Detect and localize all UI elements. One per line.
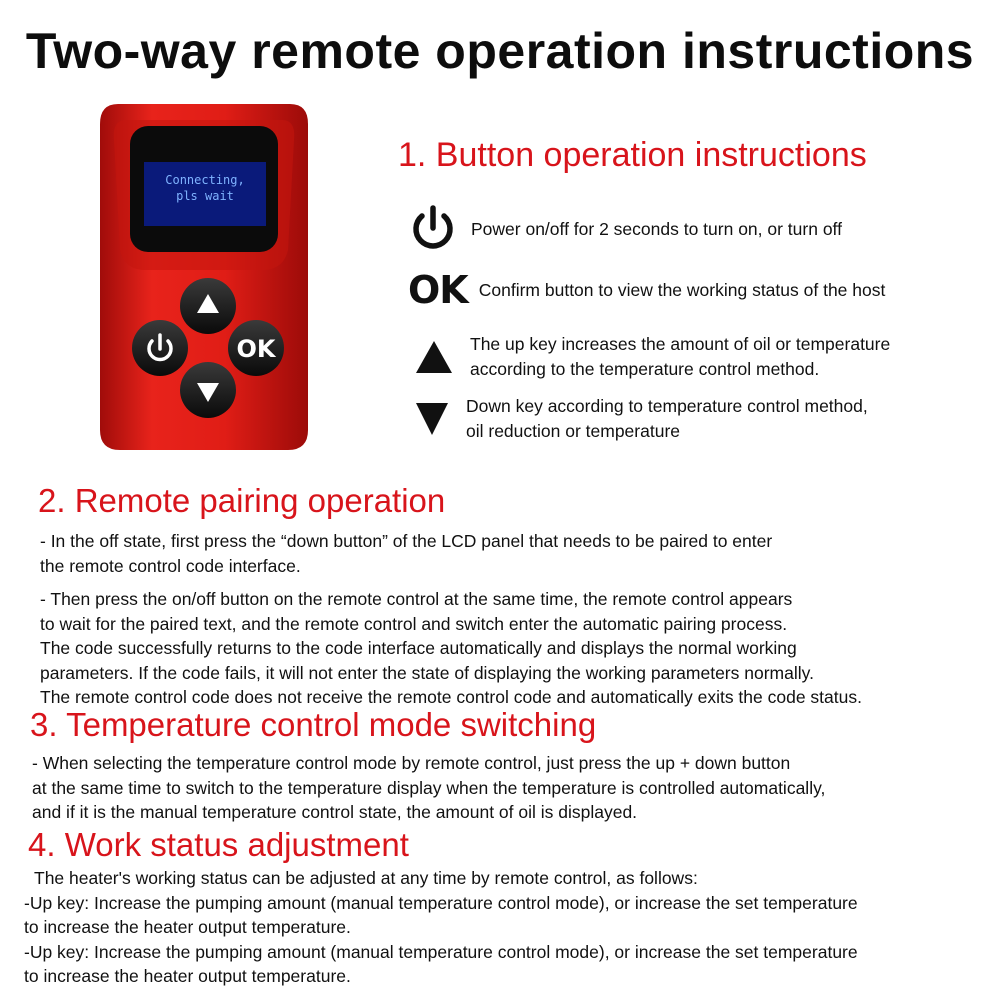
section3-paragraph: - When selecting the temperature control mode by remote control, just press the up + down button at the same time to switch to the temperature display when the temperature is controlled automatically, and if it is the manual temperature control state, the amount of oil is displayed. xyxy=(32,753,826,822)
remote-power-button[interactable] xyxy=(132,320,188,376)
power-instruction xyxy=(408,204,842,254)
remote-control-illustration xyxy=(96,100,312,452)
lcd-line-2: pls wait xyxy=(176,189,234,203)
section3-heading: 3. Temperature control mode switching xyxy=(30,706,597,743)
lcd-line-1: Connecting, xyxy=(165,173,245,187)
up-triangle-icon xyxy=(414,339,454,375)
power-icon xyxy=(408,204,458,254)
ok-instruction xyxy=(408,268,885,312)
section4-heading: 4. Work status adjustment xyxy=(28,826,409,863)
section2-paragraph-1: - In the off state, first press the “down button” of the LCD panel that needs to be paired to enter the remote control code interface. xyxy=(40,531,773,576)
ok-icon: OK xyxy=(408,268,468,312)
ok-instruction-text: Confirm button to view the working status of the host xyxy=(478,279,886,300)
down-instruction-text: Down key according to temperature control method, oil reduction or temperature xyxy=(466,396,868,441)
section4-paragraph: The heater's working status can be adjusted at any time by remote control, as follows: -Up key: Increase the pumping amount (manual temperature control mode), or increase the set temperature to increase the heater output temperature. -Up key: Increase the pumping amount (manual temperature control mode), or increase the set temperature to increase the heater output temperature. xyxy=(24,868,858,986)
section2-paragraph-2: - Then press the on/off button on the remote control at the same time, the remote control appears to wait for the paired text, and the remote control and switch enter the automatic pairing process. The code successfully returns to the code interface automatically and displays the normal working parameters. If the code fails, it will not enter the state of displaying the working parameters normally. The remote control code does not receive the remote control code and automatically exits the code status. xyxy=(40,589,862,707)
down-triangle-icon xyxy=(414,401,450,437)
section2-heading: 2. Remote pairing operation xyxy=(38,482,446,519)
remote-ok-label: OK xyxy=(236,335,276,363)
power-instruction-text: Power on/off for 2 seconds to turn on, or turn off xyxy=(471,218,842,239)
up-instruction xyxy=(414,332,890,381)
down-instruction xyxy=(414,394,868,443)
remote-up-button[interactable] xyxy=(180,278,236,334)
remote-ok-button[interactable] xyxy=(228,320,284,376)
section1-heading: 1. Button operation instructions xyxy=(398,136,867,174)
page-title: Two-way remote operation instructions xyxy=(25,23,975,79)
remote-down-button[interactable] xyxy=(180,362,236,418)
up-instruction-text: The up key increases the amount of oil or temperature according to the temperature control method. xyxy=(470,334,891,379)
